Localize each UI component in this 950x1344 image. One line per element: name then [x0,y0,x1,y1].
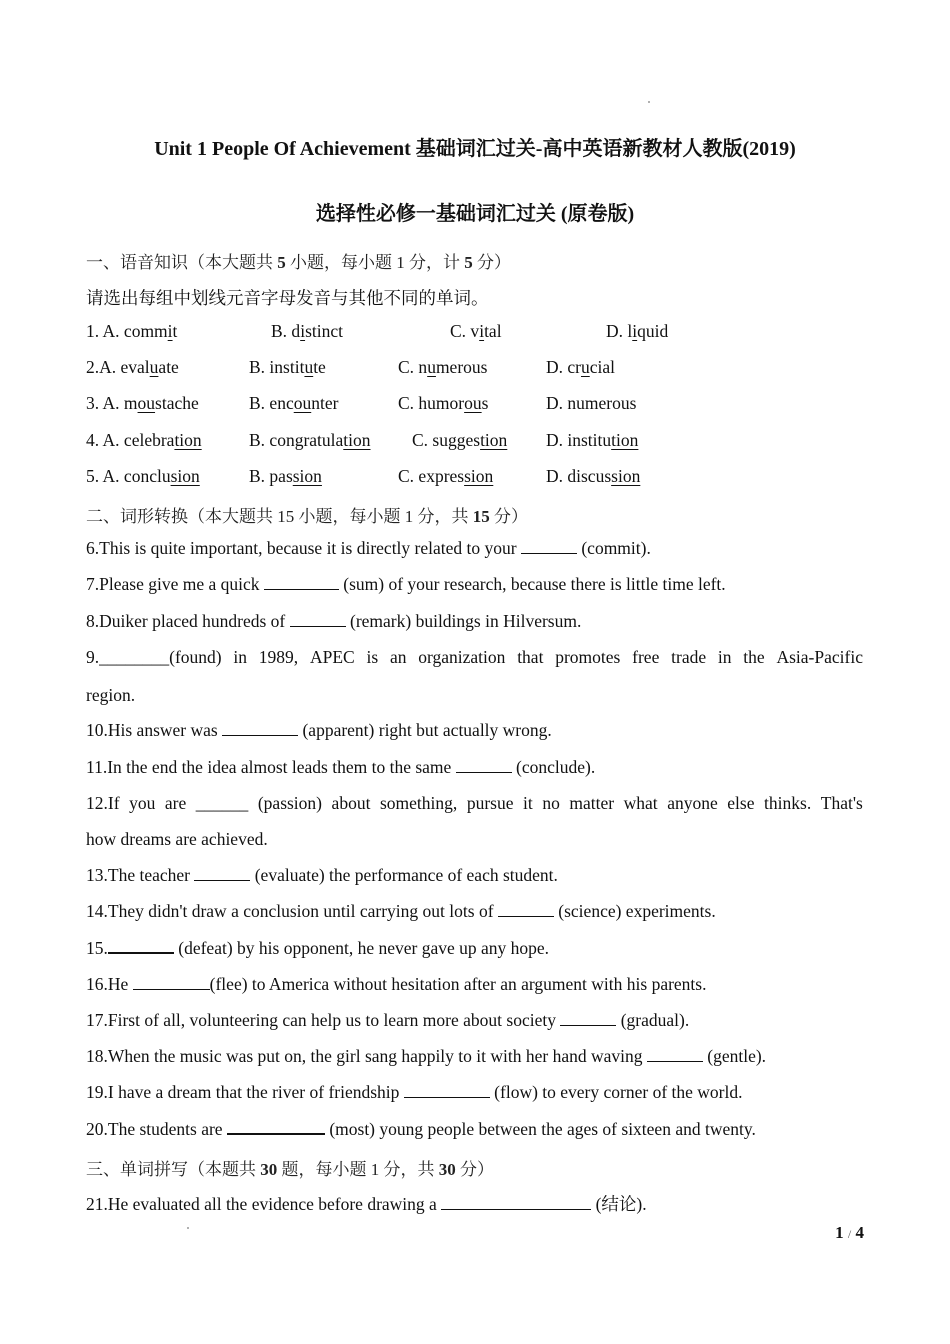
word: something, [379,793,458,813]
question-6: 6.This is quite important, because it is directly related to your (commit). [86,538,651,558]
question-21: 21.He evaluated all the evidence before drawing a (结论). [86,1194,647,1214]
answer-blank[interactable] [560,1010,616,1026]
option-b: B. distinct [271,321,343,341]
option-a: 5. A. conclusion [86,466,200,486]
word: APEC [309,647,355,667]
section-heading-spelling: 三、单词拼写（本题共 30 题，每小题 1 分，共 30 分） [86,1160,494,1179]
answer-blank[interactable] [108,937,174,954]
question-13: 13.The teacher (evaluate) the performance of each student. [86,865,558,885]
word: matter [569,793,615,813]
word: thinks. [764,793,812,813]
word: anyone [667,793,718,813]
question-17: 17.First of all, volunteering can help us to learn more about society (gradual). [86,1010,690,1030]
word: the [743,647,765,667]
document-subtitle: 选择性必修一基础词汇过关 (原卷版) [315,203,635,225]
section-heading-phonetics: 一、语音知识（本大题共 5 小题，每小题 1 分，计 5 分） [86,253,511,272]
option-d: D. numerous [546,393,637,413]
option-a: 1. A. commit [86,321,178,341]
question-7: 7.Please give me a quick (sum) of your research, because there is little time left. [86,574,726,594]
word: Asia-Pacific [776,647,863,667]
word: organization [418,647,506,667]
section-instruction: 请选出每组中划线元音字母发音与其他不同的单词。 [86,288,489,308]
answer-blank[interactable] [441,1194,591,1210]
document-title: Unit 1 People Of Achievement 基础词汇过关-高中英语新教材人教版(2019) [154,138,796,160]
question-18: 18.When the music was put on, the girl sang happily to it with her hand waving (gentle). [86,1046,767,1066]
word: it [523,793,533,813]
option-b: B. encounter [249,393,339,413]
question-10: 10.His answer was (apparent) right but actually wrong. [86,720,552,740]
word: is [366,647,379,667]
word: in [717,647,732,667]
word: about [331,793,371,813]
word: that [517,647,544,667]
option-c: C. expression [398,466,494,486]
word: promotes [555,647,621,667]
option-c: C. suggestion [412,430,508,450]
option-d: D. institution [546,430,639,450]
answer-blank[interactable] [222,720,298,736]
question-11: 11.In the end the idea almost leads them to the same (conclude). [86,757,596,777]
answer-blank[interactable] [194,865,250,881]
option-a: 4. A. celebration [86,430,202,450]
scan-dot [648,101,650,103]
question-9 [86,647,863,668]
option-b: B. institute [249,357,326,377]
answer-blank[interactable] [404,1082,490,1098]
answer-blank[interactable] [647,1046,703,1062]
scan-dot [187,1227,189,1229]
word: you [129,793,156,813]
word: free [632,647,660,667]
option-d: D. discussion [546,466,641,486]
question-12 [86,793,863,814]
word: ______ [195,793,249,813]
question-19: 19.I have a dream that the river of friendship (flow) to every corner of the world. [86,1082,743,1102]
word: 12.If [86,793,120,813]
word: trade [671,647,707,667]
option-d: D. crucial [546,357,615,377]
option-a: 3. A. moustache [86,393,199,413]
question-16: 16.He (flee) to America without hesitation after an argument with his parents. [86,974,707,994]
option-b: B. congratulation [249,430,371,450]
answer-blank[interactable] [521,538,577,554]
answer-blank[interactable] [498,901,554,917]
word: pursue [466,793,514,813]
answer-blank[interactable] [264,574,339,590]
option-d: D. liquid [606,321,669,341]
answer-blank[interactable] [227,1118,325,1135]
word: 9.________(found) [86,647,222,667]
word: else [727,793,755,813]
question-20: 20.The students are (most) young people between the ages of sixteen and twenty. [86,1119,756,1139]
word: no [542,793,560,813]
page-number: 1 / 4 [835,1223,864,1242]
word: (passion) [257,793,322,813]
option-c: C. humorous [398,393,489,413]
section-heading-word-forms: 二、词形转换（本大题共 15 小题，每小题 1 分，共 15 分） [86,507,528,526]
answer-blank[interactable] [290,611,346,627]
word: 1989, [258,647,299,667]
option-c: C. numerous [398,357,488,377]
option-c: C. vital [450,321,502,341]
question-12-continued: how dreams are achieved. [86,829,268,849]
option-a: 2.A. evaluate [86,357,179,377]
question-8: 8.Duiker placed hundreds of (remark) buildings in Hilversum. [86,611,582,631]
option-b: B. passion [249,466,322,486]
word: are [164,793,187,813]
question-15: 15. (defeat) by his opponent, he never gave up any hope. [86,938,550,958]
answer-blank[interactable] [456,757,512,773]
question-14: 14.They didn't draw a conclusion until carrying out lots of (science) experiments. [86,901,716,921]
word: in [233,647,248,667]
word: an [389,647,407,667]
answer-blank[interactable] [133,974,210,990]
word: what [623,793,658,813]
question-9-continued: region. [86,685,136,705]
word: That's [820,793,863,813]
